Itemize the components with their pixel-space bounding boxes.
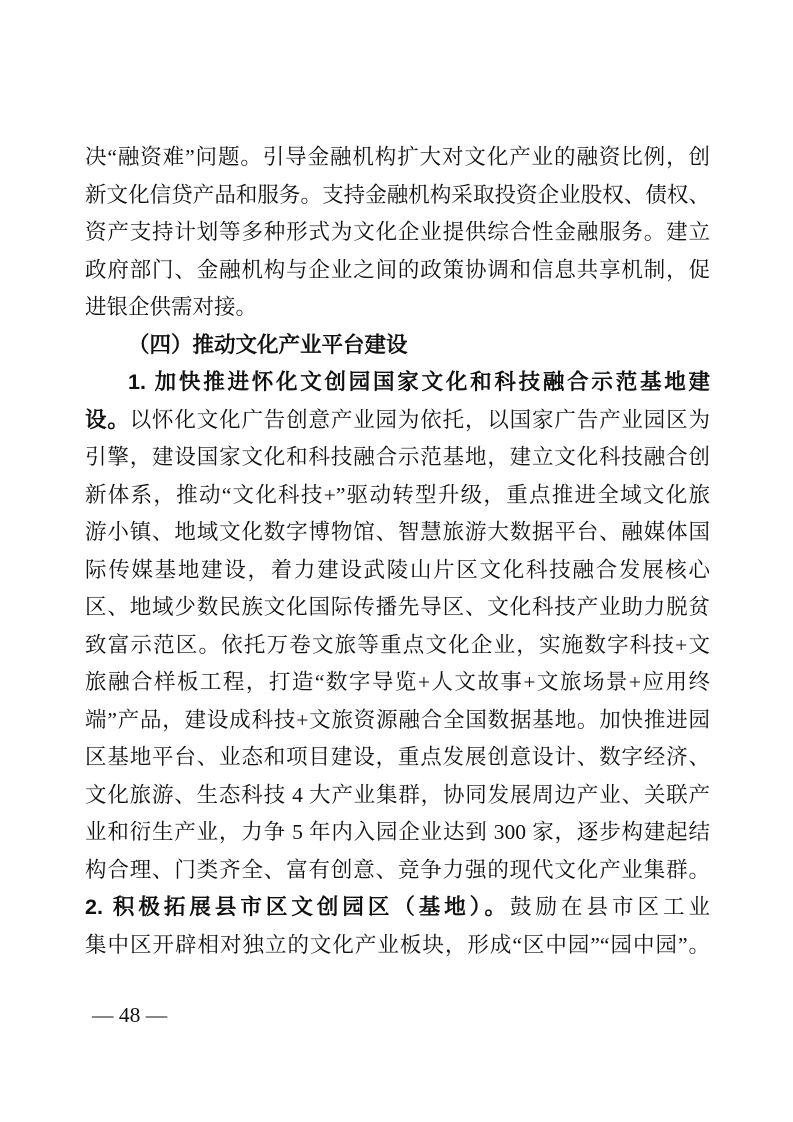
item1-body-line: 业和衍生产业，力争 5 年内入园企业达到 300 家，逐步构建起结 [85, 820, 710, 844]
item2-body-line: 集中区开辟相对独立的文化产业板块，形成“区中园”“园中园”。 [85, 932, 710, 957]
item1-heading-tail: 设。 [85, 407, 130, 432]
para1-line-last: 进银企供需对接。 [85, 295, 258, 319]
item1-lead-line [85, 402, 710, 440]
item1-lead-text: 以怀化文化广告创意产业园为依托，以国家广告产业园区为 [129, 407, 710, 432]
section4-heading: （四）推动文化产业平台建设 [128, 332, 408, 357]
page-number: — 48 — [92, 1003, 168, 1027]
document-content [85, 139, 710, 964]
item1-body-line: 文化旅游、生态科技 4 大产业集群，协同发展周边产业、关联产 [85, 782, 710, 807]
item1-body-line: 区基地平台、业态和项目建设，重点发展创意设计、数字经济、 [85, 745, 710, 769]
para1-line: 资产支持计划等多种形式为文化企业提供综合性金融服务。建立 [85, 220, 710, 244]
item1-body-line: 区、地域少数民族文化国际传播先导区、文化科技产业助力脱贫 [85, 595, 710, 619]
item2-heading: 2. 积极拓展县市区文创园区（基地）。 [85, 895, 511, 919]
item1-heading-line: 1. 加快推进怀化文创园国家文化和科技融合示范基地建 [128, 370, 710, 394]
para1-line: 政府部门、金融机构与企业之间的政策协调和信息共享机制，促 [85, 257, 710, 282]
item1-body-line: 引擎，建设国家文化和科技融合示范基地，建立文化科技融合创 [85, 445, 710, 469]
para1-line: 决“融资难”问题。引导金融机构扩大对文化产业的融资比例，创 [85, 145, 710, 169]
item1-body-line: 端”产品，建设成科技+文旅资源融合全国数据基地。加快推进园 [85, 707, 710, 732]
item2-lead-text: 鼓励在县市区工业 [510, 895, 710, 919]
item1-body-line: 际传媒基地建设，着力建设武陵山片区文化科技融合发展核心 [85, 557, 710, 582]
item2-lead-line [85, 889, 710, 927]
para1-line: 新文化信贷产品和服务。支持金融机构采取投资企业股权、债权、 [85, 182, 710, 207]
item1-body-line: 游小镇、地域文化数字博物馆、智慧旅游大数据平台、融媒体国 [85, 520, 710, 544]
item1-body-line: 致富示范区。依托万卷文旅等重点文化企业，实施数字科技+文 [85, 632, 710, 657]
item1-body-line: 新体系，推动“文化科技+”驱动转型升级，重点推进全域文化旅 [85, 482, 710, 507]
item1-body-line: 旅融合样板工程，打造“数字导览+人文故事+文旅场景+应用终 [85, 670, 710, 694]
item1-body-line: 构合理、门类齐全、富有创意、竞争力强的现代文化产业集群。 [85, 857, 710, 882]
